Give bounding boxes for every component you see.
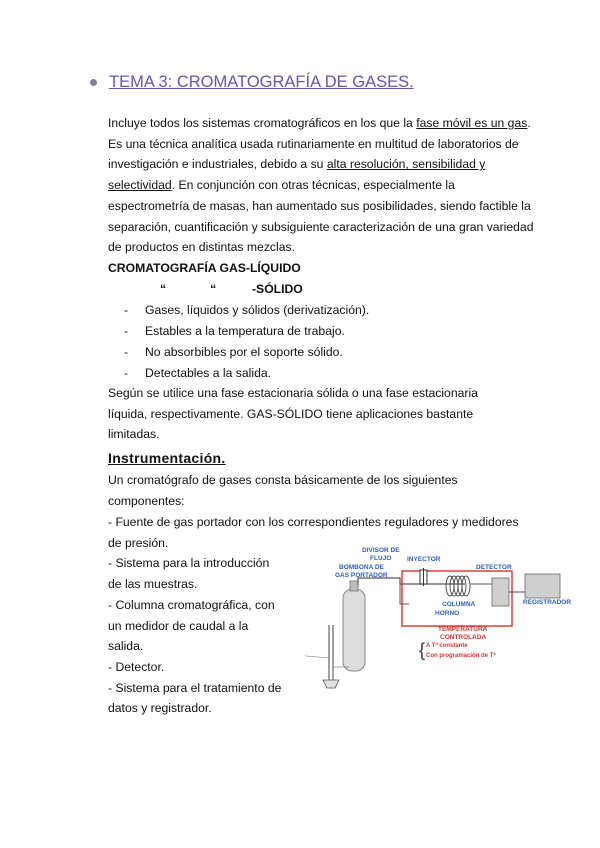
component-3c: salida. — [108, 639, 144, 654]
bullet-icon — [90, 79, 97, 86]
phase-paragraph: Según se utilice una fase estacionaria sólida o una fase estacionaria líquida, respectivamente. GAS-SÓLIDO tiene aplicaciones bastante limitadas. — [108, 386, 478, 442]
section-heading: Instrumentación. — [108, 450, 226, 466]
intro-text-2: . Es una técnica analítica usada rutinariamente en multitud de laboratorios de investigación e industriales, debido a su — [108, 116, 531, 172]
title-text: TEMA 3: CROMATOGRAFÍA DE GASES. — [109, 73, 414, 91]
intro-underline-1: fase móvil es un gas — [416, 116, 528, 130]
conditions-list — [124, 300, 369, 384]
list-dash: - — [124, 303, 129, 317]
gas-chromatograph-diagram — [305, 540, 587, 718]
label-bombona-1: BOMBONA DE — [339, 564, 384, 571]
intro-paragraph — [108, 113, 538, 258]
label-divisor-2: FLUJO — [370, 555, 392, 562]
recorder-unit — [525, 574, 560, 598]
intro-text-1: Incluye todos los sistemas cromatográficos en los que la — [108, 116, 417, 130]
intro-underline-2: alta resolución, sensibilidad y selectividad — [108, 157, 486, 193]
list-item — [124, 300, 369, 321]
label-inyector: INYECTOR — [407, 556, 441, 563]
component-4: - Detector. — [108, 659, 165, 674]
flow-meter-inlet — [305, 655, 329, 658]
label-temp-1: TEMPERATURA — [438, 626, 488, 633]
list-dash: - — [124, 345, 129, 359]
list-item — [124, 321, 369, 342]
list-item-text: Gases, líquidos y sólidos (derivatización). — [145, 303, 370, 317]
list-item — [124, 363, 369, 384]
detector-unit — [492, 578, 509, 606]
label-columna: COLUMNA — [442, 601, 476, 608]
component-1: - Fuente de gas portador con los correspondientes reguladores y medidores — [108, 515, 519, 529]
brace-icon: { — [419, 640, 426, 660]
component-2: - Sistema para la introducción — [108, 556, 270, 571]
label-registrador: REGISTRADOR — [523, 599, 572, 606]
type-liquido: CROMATOGRAFÍA GAS-LÍQUIDO — [108, 261, 301, 275]
flow-meter-bulb — [323, 680, 339, 688]
gas-line — [358, 578, 400, 585]
list-item-text: No absorbibles por el soporte sólido. — [145, 345, 343, 359]
list-item-text: Estables a la temperatura de trabajo. — [145, 324, 345, 338]
component-3b: un medidor de caudal a la — [108, 618, 249, 633]
list-item-text: Detectables a la salida. — [145, 366, 272, 380]
instr-intro: Un cromatógrafo de gases consta básicamente de los siguientes componentes: — [108, 473, 458, 508]
component-5: - Sistema para el tratamiento de — [108, 680, 282, 695]
list-dash: - — [124, 324, 129, 338]
label-opt-1: A Tª constante — [426, 643, 468, 649]
label-horno: HORNO — [435, 610, 460, 617]
component-1b: de presión. — [108, 535, 169, 550]
component-3: - Columna cromatográfica, con — [108, 597, 275, 612]
label-bombona-2: GAS PORTADOR — [335, 572, 388, 579]
type-ditto: “ “ — [160, 282, 217, 296]
component-2b: de las muestras. — [108, 577, 198, 592]
label-detector: DETECTOR — [476, 564, 512, 571]
column-coil — [446, 576, 470, 596]
intro-text-3: . En conjunción con otras técnicas, especialmente la espectrometría de masas, han aumentado sus posibilidades, siendo factible la separación, cuantificación y subsiguiente caracterización de una gran variedad de productos en distintas mezclas. — [108, 178, 534, 255]
label-opt-2: Con programación de Tª — [426, 653, 496, 659]
cylinder-valve — [350, 581, 358, 591]
label-divisor-1: DIVISOR DE — [362, 547, 400, 554]
list-item — [124, 342, 369, 363]
type-solido: -SÓLIDO — [252, 282, 303, 296]
gas-cylinder — [343, 589, 365, 671]
list-dash: - — [124, 366, 129, 380]
component-5b: datos y registrador. — [108, 701, 212, 716]
page-title — [90, 73, 414, 92]
label-temp-2: CONTROLADA — [440, 634, 487, 641]
